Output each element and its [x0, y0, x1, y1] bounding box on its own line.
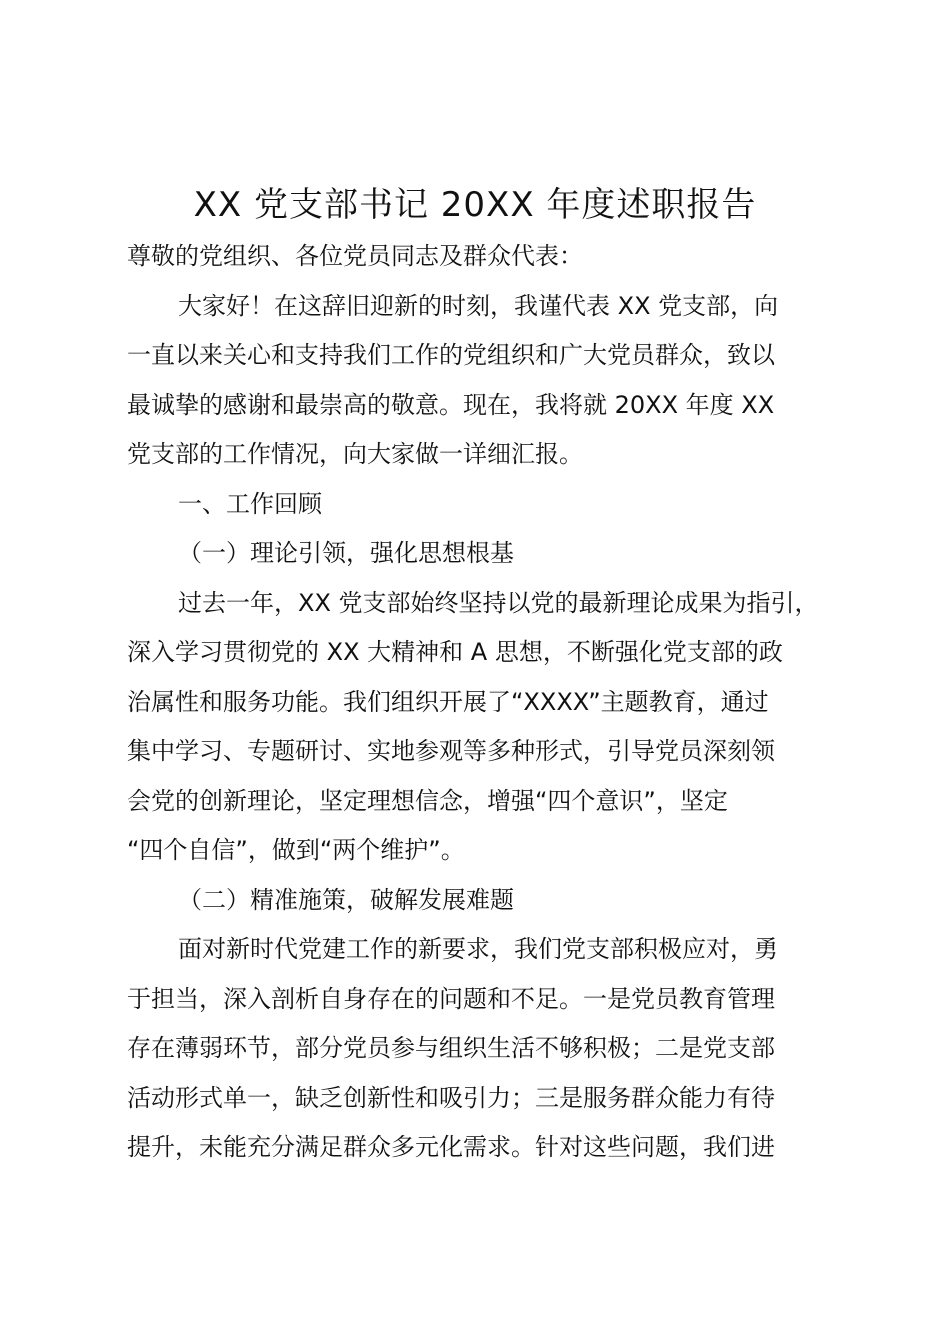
body-line: “四个自信”，做到“两个维护”。	[127, 836, 465, 864]
section-heading: 一、工作回顾	[178, 489, 322, 518]
body-line: 提升，未能充分满足群众多元化需求。针对这些问题，我们进	[127, 1133, 775, 1161]
body-line: 党支部的工作情况，向大家做一详细汇报。	[127, 440, 583, 468]
body-line: 活动形式单一，缺乏创新性和吸引力；三是服务群众能力有待	[127, 1083, 775, 1112]
body-line: 于担当，深入剖析自身存在的问题和不足。一是党员教育管理	[127, 984, 775, 1013]
body-line: 会党的创新理论，坚定理想信念，增强“四个意识”，坚定	[127, 786, 728, 815]
body-line: 集中学习、专题研讨、实地参观等多种形式，引导党员深刻领	[127, 737, 775, 765]
document-body	[127, 232, 847, 1173]
body-line: 面对新时代党建工作的新要求，我们党支部积极应对，勇	[178, 935, 778, 963]
salutation-line: 尊敬的党组织、各位党员同志及群众代表：	[127, 242, 583, 270]
body-line: 一直以来关心和支持我们工作的党组织和广大党员群众，致以	[127, 341, 775, 369]
body-line: 治属性和服务功能。我们组织开展了“XXXX”主题教育，通过	[127, 687, 769, 716]
subsection-heading: （一）理论引领，强化思想根基	[178, 539, 514, 567]
body-line: 存在薄弱环节，部分党员参与组织生活不够积极；二是党支部	[127, 1034, 775, 1062]
body-line: 过去一年，XX 党支部始终坚持以党的最新理论成果为指引，	[178, 588, 819, 617]
body-line: 深入学习贯彻党的 XX 大精神和 A 思想，不断强化党支部的政	[127, 638, 783, 666]
body-line: 最诚挚的感谢和最崇高的敬意。现在，我将就 20XX 年度 XX	[127, 390, 775, 419]
body-line: 大家好！在这辞旧迎新的时刻，我谨代表 XX 党支部，向	[178, 291, 779, 320]
subsection-heading: （二）精准施策，破解发展难题	[178, 885, 514, 914]
document-title: XX 党支部书记 20XX 年度述职报告	[193, 185, 757, 225]
